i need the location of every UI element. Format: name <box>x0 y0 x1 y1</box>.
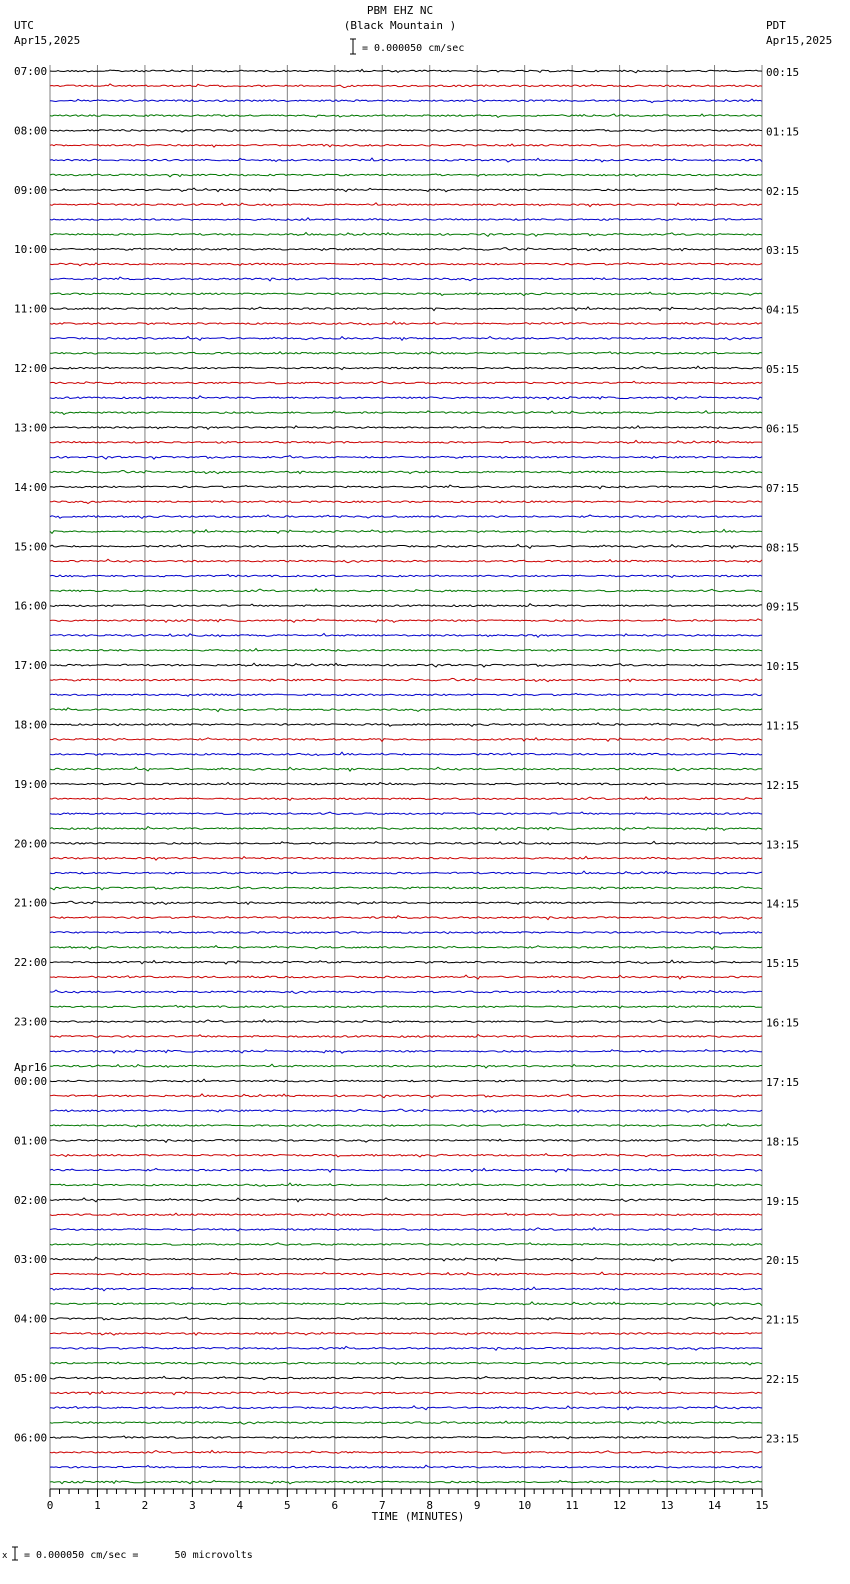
seismic-trace <box>50 559 762 562</box>
seismic-trace <box>50 366 762 370</box>
seismic-trace <box>50 1035 762 1038</box>
pdt-time-label: 13:15 <box>766 838 800 852</box>
seismic-trace <box>50 1317 762 1320</box>
seismogram-traces <box>50 69 762 1484</box>
seismic-trace <box>50 440 762 443</box>
seismic-trace <box>50 960 762 964</box>
seismic-trace <box>50 99 762 103</box>
seismic-trace <box>50 693 762 696</box>
pdt-time-label: 21:15 <box>766 1313 800 1327</box>
pdt-time-label: 04:15 <box>766 303 800 317</box>
seismic-trace <box>50 485 762 489</box>
pdt-time-label: 11:15 <box>766 719 800 733</box>
seismic-trace <box>50 1302 762 1306</box>
seismic-trace <box>50 174 762 177</box>
seismic-trace <box>50 589 762 592</box>
seismic-trace <box>50 501 762 504</box>
seismic-trace <box>50 886 762 890</box>
seismic-trace <box>50 1213 762 1216</box>
seismic-trace <box>50 336 762 340</box>
seismic-trace <box>50 263 762 266</box>
seismic-trace <box>50 1094 762 1098</box>
seismic-trace <box>50 456 762 460</box>
utc-time-label: 12:00 <box>14 362 48 376</box>
seismic-trace <box>50 1332 762 1335</box>
seismic-trace <box>50 1198 762 1202</box>
x-tick-label: 0 <box>46 1499 54 1512</box>
utc-time-label: 18:00 <box>14 718 48 732</box>
x-tick-label: 12 <box>612 1499 627 1512</box>
seismic-trace <box>50 1050 762 1054</box>
seismic-trace <box>50 203 762 207</box>
utc-time-label: 17:00 <box>14 659 48 673</box>
pdt-time-label: 20:15 <box>766 1254 800 1268</box>
seismic-trace <box>50 248 762 251</box>
pdt-time-label: 05:15 <box>766 363 800 377</box>
seismic-trace <box>50 901 762 904</box>
seismic-trace <box>50 575 762 578</box>
pdt-time-label: 23:15 <box>766 1432 800 1446</box>
pdt-time-label: 15:15 <box>766 957 800 971</box>
pdt-time-label: 17:15 <box>766 1075 800 1089</box>
utc-time-label: 07:00 <box>14 65 48 78</box>
seismic-trace <box>50 649 762 652</box>
utc-time-label: 01:00 <box>14 1134 48 1148</box>
x-tick-label: 10 <box>518 1499 532 1512</box>
utc-time-label: 09:00 <box>14 183 48 197</box>
seismic-trace <box>50 471 762 474</box>
seismic-trace <box>50 604 762 607</box>
pdt-time-label: 18:15 <box>766 1135 800 1149</box>
seismic-trace <box>50 990 762 994</box>
pdt-time-label: 16:15 <box>766 1016 800 1030</box>
seismic-trace <box>50 1064 762 1068</box>
pdt-time-label: 07:15 <box>766 481 800 495</box>
seismic-trace <box>50 1168 762 1172</box>
seismic-trace <box>50 515 762 519</box>
seismic-trace <box>50 931 762 934</box>
seismic-trace <box>50 841 762 844</box>
seismic-trace <box>50 752 762 755</box>
seismic-trace <box>50 619 762 623</box>
seismic-trace <box>50 114 762 117</box>
seismic-trace <box>50 1139 762 1142</box>
utc-time-label: 06:00 <box>14 1431 48 1445</box>
seismic-trace <box>50 678 762 681</box>
x-tick-label: 13 <box>660 1499 674 1512</box>
station-location: (Black Mountain ) <box>343 19 457 32</box>
right-timezone: PDT <box>766 19 786 32</box>
seismic-trace <box>50 856 762 860</box>
seismic-trace <box>50 1421 762 1424</box>
utc-time-label: 08:00 <box>14 124 48 138</box>
seismic-trace <box>50 1124 762 1127</box>
seismic-trace <box>50 188 762 192</box>
seismic-trace <box>50 767 762 771</box>
pdt-time-label: 02:15 <box>766 184 800 198</box>
utc-time-label: 22:00 <box>14 956 48 970</box>
time-axis <box>47 1489 769 1512</box>
x-tick-label: 4 <box>236 1499 244 1512</box>
utc-time-label: 16:00 <box>14 599 48 613</box>
x-tick-label: 5 <box>284 1499 291 1512</box>
station-title: PBM EHZ NC <box>366 4 434 17</box>
utc-time-label: 13:00 <box>14 421 48 435</box>
seismic-trace <box>50 738 762 742</box>
pdt-time-label: 01:15 <box>766 125 800 139</box>
seismic-trace <box>50 916 762 920</box>
seismic-trace <box>50 307 762 311</box>
x-tick-label: 11 <box>565 1499 579 1512</box>
seismic-trace <box>50 1362 762 1365</box>
seismic-trace <box>50 218 762 221</box>
utc-time-label: 19:00 <box>14 777 48 791</box>
seismic-trace <box>50 322 762 325</box>
x-tick-label: 9 <box>473 1499 481 1512</box>
seismic-trace <box>50 723 762 727</box>
pdt-time-label: 03:15 <box>766 244 800 258</box>
calibration-bar-icon <box>11 1546 19 1562</box>
seismic-trace <box>50 1272 762 1275</box>
seismic-trace <box>50 1228 762 1231</box>
seismic-trace <box>50 1346 762 1350</box>
seismic-trace <box>50 411 762 415</box>
utc-time-label: 15:00 <box>14 540 48 554</box>
seismic-trace <box>50 381 762 384</box>
seismic-trace <box>50 708 762 712</box>
utc-time-label: 03:00 <box>14 1253 48 1267</box>
seismic-trace <box>50 871 762 874</box>
utc-time-label: 04:00 <box>14 1312 48 1326</box>
seismic-trace <box>50 144 762 147</box>
seismic-trace <box>50 797 762 800</box>
seismic-trace <box>50 158 762 162</box>
seismic-trace <box>50 634 762 638</box>
left-date: Apr15,2025 <box>14 34 81 47</box>
seismic-trace <box>50 827 762 831</box>
pdt-time-label: 22:15 <box>766 1373 800 1387</box>
x-tick-label: 8 <box>426 1499 434 1512</box>
x-tick-label: 3 <box>189 1499 196 1512</box>
seismic-trace <box>50 396 762 400</box>
utc-time-label: 23:00 <box>14 1015 48 1029</box>
seismic-trace <box>50 1391 762 1395</box>
seismic-trace <box>50 277 762 281</box>
left-timezone: UTC <box>14 19 34 32</box>
seismic-trace <box>50 1154 762 1158</box>
utc-time-label: 10:00 <box>14 243 48 257</box>
x-tick-label: 14 <box>707 1499 722 1512</box>
seismic-trace <box>50 1257 762 1261</box>
pdt-time-label: 14:15 <box>766 897 800 911</box>
pdt-time-label: 08:15 <box>766 541 800 555</box>
seismic-trace <box>50 1376 762 1380</box>
seismic-trace <box>50 1287 762 1291</box>
seismic-trace <box>50 946 762 950</box>
pdt-time-label: 12:15 <box>766 778 800 792</box>
utc-time-label: 11:00 <box>14 302 48 316</box>
right-date: Apr15,2025 <box>766 34 833 47</box>
seismic-trace <box>50 69 762 72</box>
utc-date-label: Apr16 <box>14 1060 48 1074</box>
seismic-trace <box>50 1480 762 1484</box>
x-axis-label: TIME (MINUTES) <box>371 1510 465 1523</box>
x-tick-label: 6 <box>331 1499 339 1512</box>
seismic-trace <box>50 1465 762 1468</box>
utc-time-label: 00:00 <box>14 1074 48 1088</box>
scale-label: = 0.000050 cm/sec <box>362 43 465 54</box>
seismic-trace <box>50 663 762 667</box>
seismic-trace <box>50 130 762 133</box>
utc-time-label: 02:00 <box>14 1193 48 1207</box>
x-tick-label: 2 <box>141 1499 149 1512</box>
seismic-trace <box>50 812 762 815</box>
seismic-trace <box>50 1243 762 1246</box>
utc-time-label: 05:00 <box>14 1372 48 1386</box>
pdt-time-label: 19:15 <box>766 1194 800 1208</box>
utc-time-label: 21:00 <box>14 896 48 910</box>
seismic-trace <box>50 1005 762 1008</box>
seismic-trace <box>50 544 762 548</box>
pdt-time-label: 00:15 <box>766 66 800 79</box>
seismic-trace <box>50 782 762 785</box>
seismic-trace <box>50 84 762 88</box>
x-tick-label: 15 <box>755 1499 769 1512</box>
seismic-trace <box>50 352 762 355</box>
pdt-time-label: 06:15 <box>766 422 800 436</box>
seismic-trace <box>50 1183 762 1186</box>
x-tick-label: 1 <box>94 1499 101 1512</box>
utc-time-label: 14:00 <box>14 480 48 494</box>
seismic-trace <box>50 1020 762 1023</box>
calibration-mark: x <box>2 1551 8 1561</box>
seismic-trace <box>50 529 762 533</box>
seismic-trace <box>50 1079 762 1082</box>
seismic-trace <box>50 1406 762 1410</box>
pdt-time-label: 10:15 <box>766 660 800 674</box>
seismic-trace <box>50 1109 762 1112</box>
seismic-trace <box>50 233 762 237</box>
seismic-trace <box>50 426 762 430</box>
x-tick-label: 7 <box>378 1499 386 1512</box>
utc-time-label: 20:00 <box>14 837 48 851</box>
seismic-trace <box>50 292 762 296</box>
seismic-trace <box>50 1450 762 1453</box>
pdt-time-label: 09:15 <box>766 600 800 614</box>
seismic-trace <box>50 1436 762 1439</box>
seismic-trace <box>50 975 762 979</box>
calibration-text: = 0.000050 cm/sec = 50 microvolts <box>24 1550 253 1561</box>
